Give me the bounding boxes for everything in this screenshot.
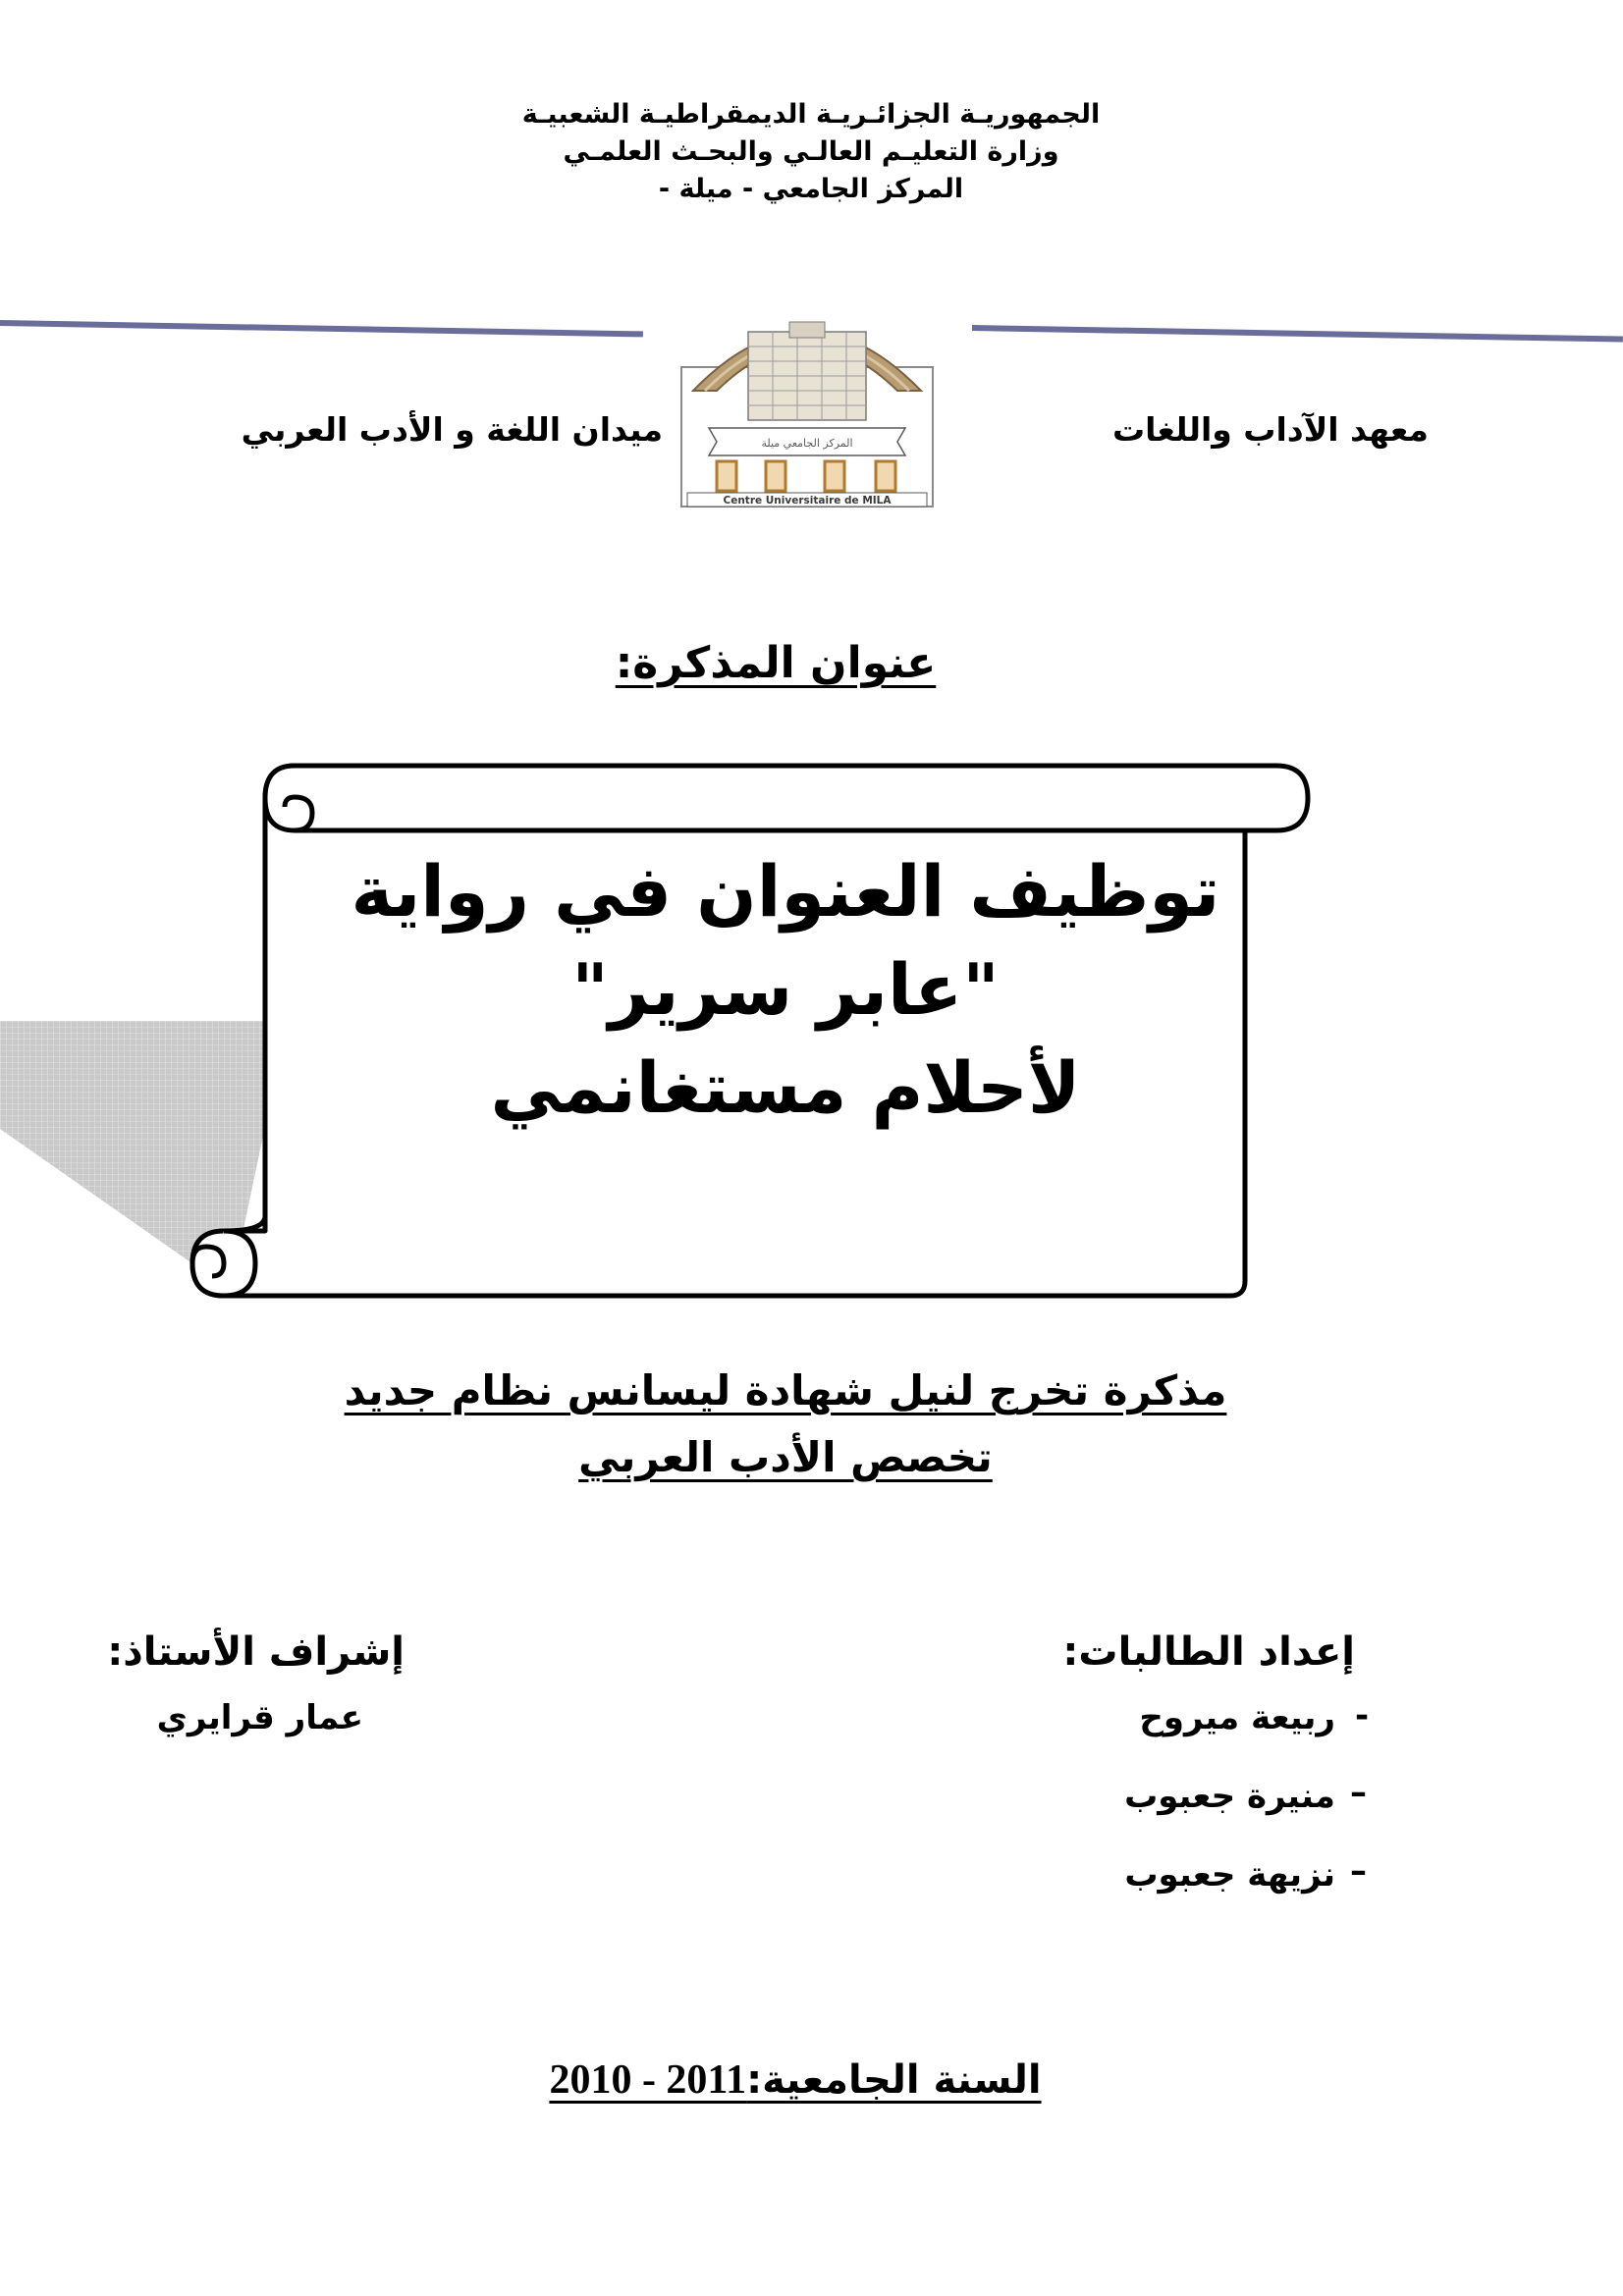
- student-bullet-3: –: [1350, 1851, 1367, 1891]
- student-name-3: نزيهة جعبوب: [1124, 1855, 1335, 1895]
- thesis-title: [295, 842, 1276, 1137]
- student-name-1: ربيعة ميروح: [1139, 1698, 1335, 1737]
- right-header-rule: [972, 325, 1623, 343]
- academic-year-label: السنة الجامعية:: [746, 2057, 1042, 2103]
- thesis-title-line-2: "عابر سرير": [571, 948, 1000, 1031]
- logo-banner-text: المركز الجامعي ميلة: [761, 437, 853, 450]
- thesis-title-line-3: لأحلام مستغانمي: [490, 1046, 1081, 1129]
- academic-year-value: 2010 - 2011: [549, 2057, 747, 2103]
- left-header-rule: [0, 320, 643, 337]
- institute-label: معهد الآداب واللغات: [1111, 410, 1429, 449]
- supervisor-title: إشراف الأستاذ:: [107, 1629, 405, 1675]
- thesis-title-line-1: توظيف العنوان في رواية: [351, 850, 1220, 933]
- header-block: [418, 96, 1204, 208]
- degree-line-2: تخصص الأدب العربي: [578, 1433, 993, 1481]
- memo-title-label-text: عنوان المذكرة:: [615, 638, 937, 688]
- header-center: المركز الجامعي - ميلة -: [658, 174, 964, 204]
- field-label: ميدان اللغة و الأدب العربي: [241, 410, 663, 449]
- student-bullet-2: –: [1350, 1773, 1367, 1812]
- degree-block: [295, 1358, 1276, 1491]
- university-logo: [679, 293, 935, 510]
- memo-title-label: [530, 638, 1021, 688]
- academic-year: [452, 2056, 1139, 2104]
- supervisor-name: عمار قرايري: [156, 1698, 363, 1737]
- header-republic: الجمهوريـة الجزائـريـة الديمقراطيـة الشعبيـة: [521, 99, 1101, 130]
- header-ministry: وزارة التعليـم العالـي والبحـث العلمـي: [563, 136, 1059, 167]
- student-bullet-1: -: [1355, 1696, 1370, 1735]
- students-title: إعداد الطالبات:: [1062, 1629, 1355, 1675]
- university-building-logo-icon: [679, 293, 935, 510]
- logo-caption: Centre Universitaire de MILA: [723, 495, 892, 507]
- student-name-2: منيرة جعبوب: [1124, 1777, 1335, 1816]
- degree-line-1: مذكرة تخرج لنيل شهادة ليسانس نظام جديد: [344, 1366, 1227, 1415]
